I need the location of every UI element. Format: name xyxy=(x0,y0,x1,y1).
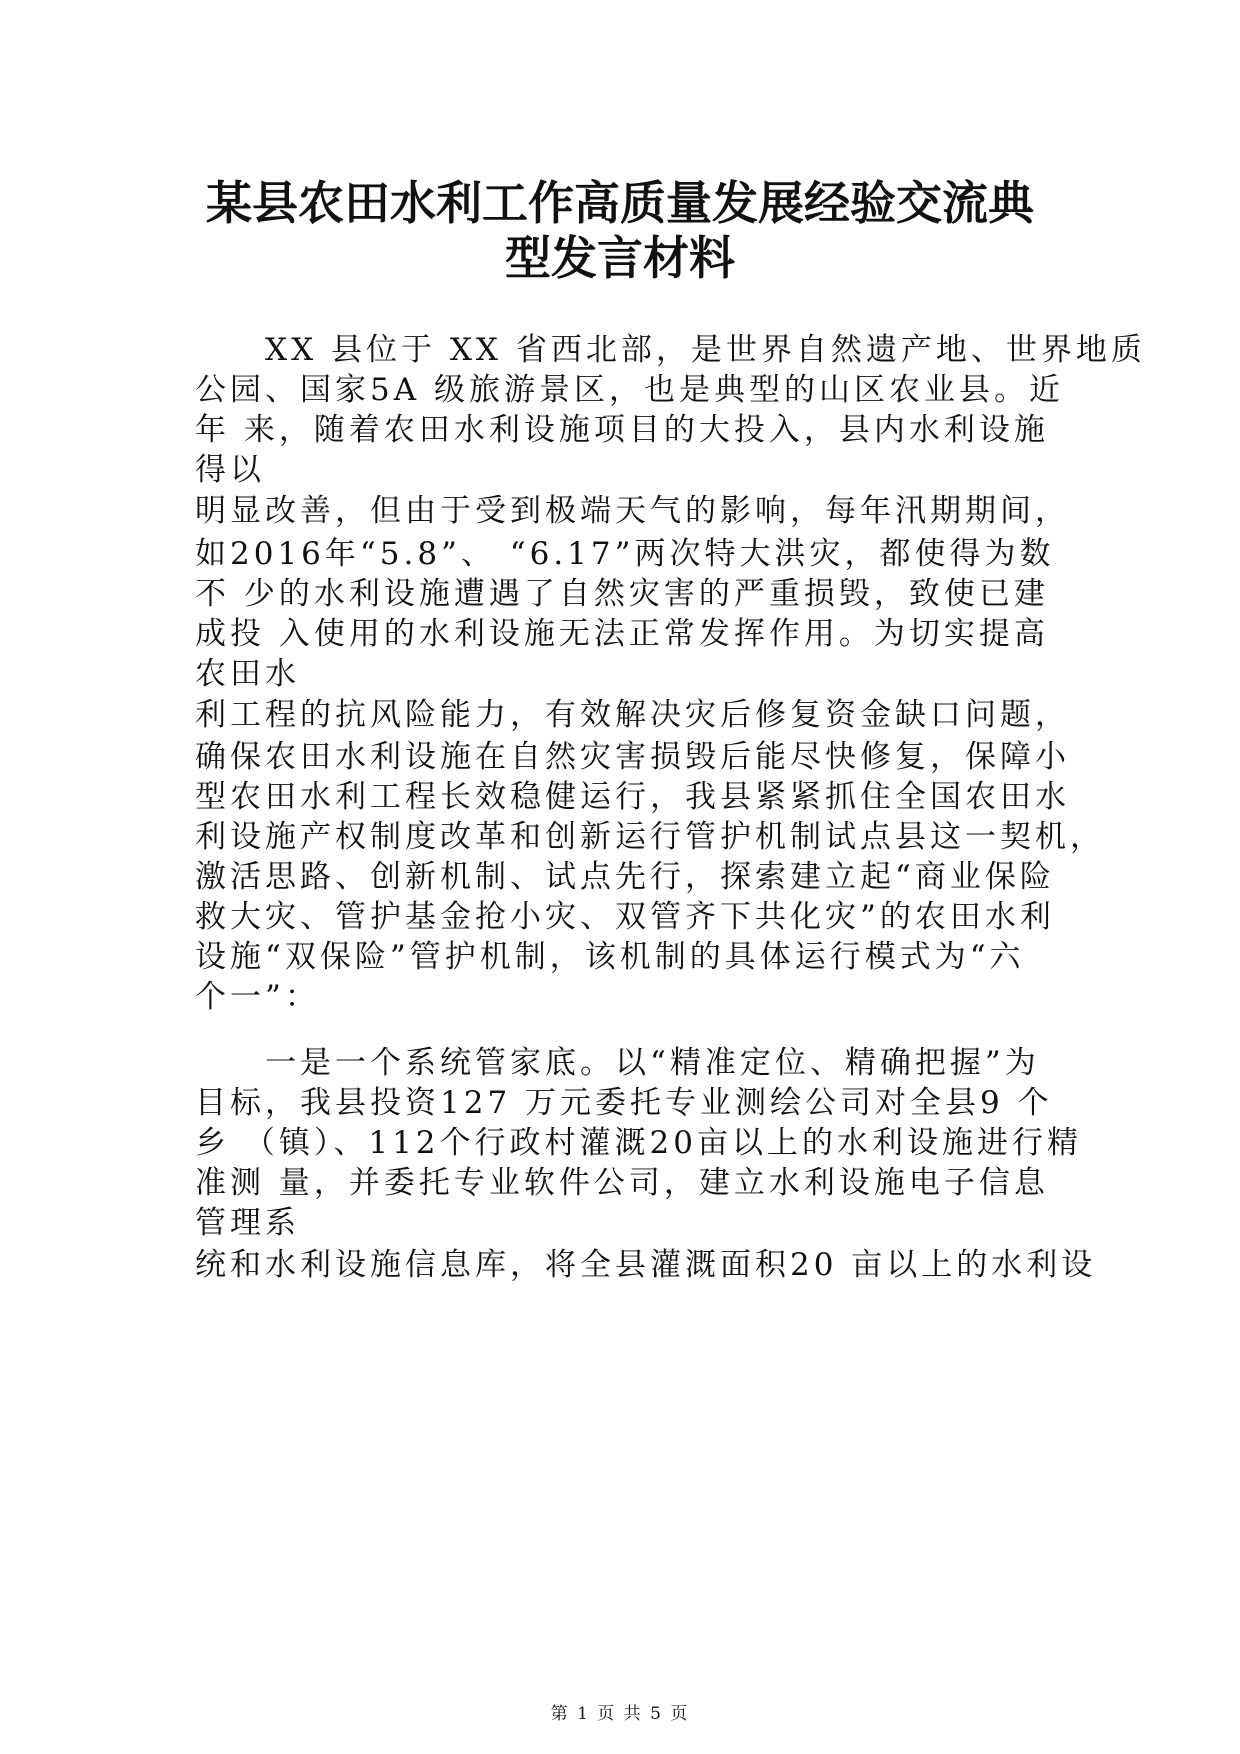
body-line: 激活思路、创新机制、试点先行，探索建立起“商业保险 xyxy=(195,859,1055,895)
body-line: 准测 量，并委托专业软件公司，建立水利设施电子信息 xyxy=(195,1165,1049,1201)
body-line: 公园、国家5A 级旅游景区，也是典型的山区农业县。近 xyxy=(195,372,1064,408)
body-line: 一是一个系统管家底。以“精准定位、精确把握”为 xyxy=(195,1045,1040,1081)
body-line: 得以 xyxy=(195,452,265,488)
body-line: 个一”： xyxy=(195,979,320,1015)
document-title-line-1: 某县农田水利工作高质量发展经验交流典 xyxy=(206,176,1034,230)
document-title-line-2: 型发言材料 xyxy=(505,231,735,285)
body-line: 目标，我县投资127 万元委托专业测绘公司对全县9 个 xyxy=(195,1085,1053,1121)
page-number-footer: 第 1 页 共 5 页 xyxy=(550,1704,690,1724)
body-line: 不 少的水利设施遭遇了自然灾害的严重损毁，致使已建 xyxy=(195,576,1049,612)
body-line: 设施“双保险”管护机制，该机制的具体运行模式为“六 xyxy=(195,939,1025,975)
body-line: 利设施产权制度改革和创新运行管护机制试点县这一契机， xyxy=(195,819,1105,855)
body-line: 明显改善，但由于受到极端天气的影响，每年汛期期间， xyxy=(195,493,1070,529)
body-line: XX 县位于 XX 省西北部，是世界自然遗产地、世界地质 xyxy=(195,332,1146,368)
body-line: 乡 （镇）、112个行政村灌溉20亩以上的水利设施进行精 xyxy=(195,1125,1082,1161)
body-line: 农田水 xyxy=(195,656,300,692)
body-line: 确保农田水利设施在自然灾害损毁后能尽快修复，保障小 xyxy=(195,739,1070,775)
body-line: 统和水利设施信息库，将全县灌溉面积20 亩以上的水利设 xyxy=(195,1247,1097,1283)
body-line: 如2016年“5.8”、 “6.17”两次特大洪灾，都使得为数 xyxy=(195,536,1055,572)
body-line: 成投 入使用的水利设施无法正常发挥作用。为切实提高 xyxy=(195,616,1049,652)
body-line: 管理系 xyxy=(195,1205,300,1241)
body-line: 年 来，随着农田水利设施项目的大投入，县内水利设施 xyxy=(195,412,1049,448)
body-line: 型农田水利工程长效稳健运行，我县紧紧抓住全国农田水 xyxy=(195,779,1070,815)
body-line: 利工程的抗风险能力，有效解决灾后修复资金缺口问题， xyxy=(195,697,1070,733)
body-line: 救大灾、管护基金抢小灾、双管齐下共化灾”的农田水利 xyxy=(195,899,1055,935)
